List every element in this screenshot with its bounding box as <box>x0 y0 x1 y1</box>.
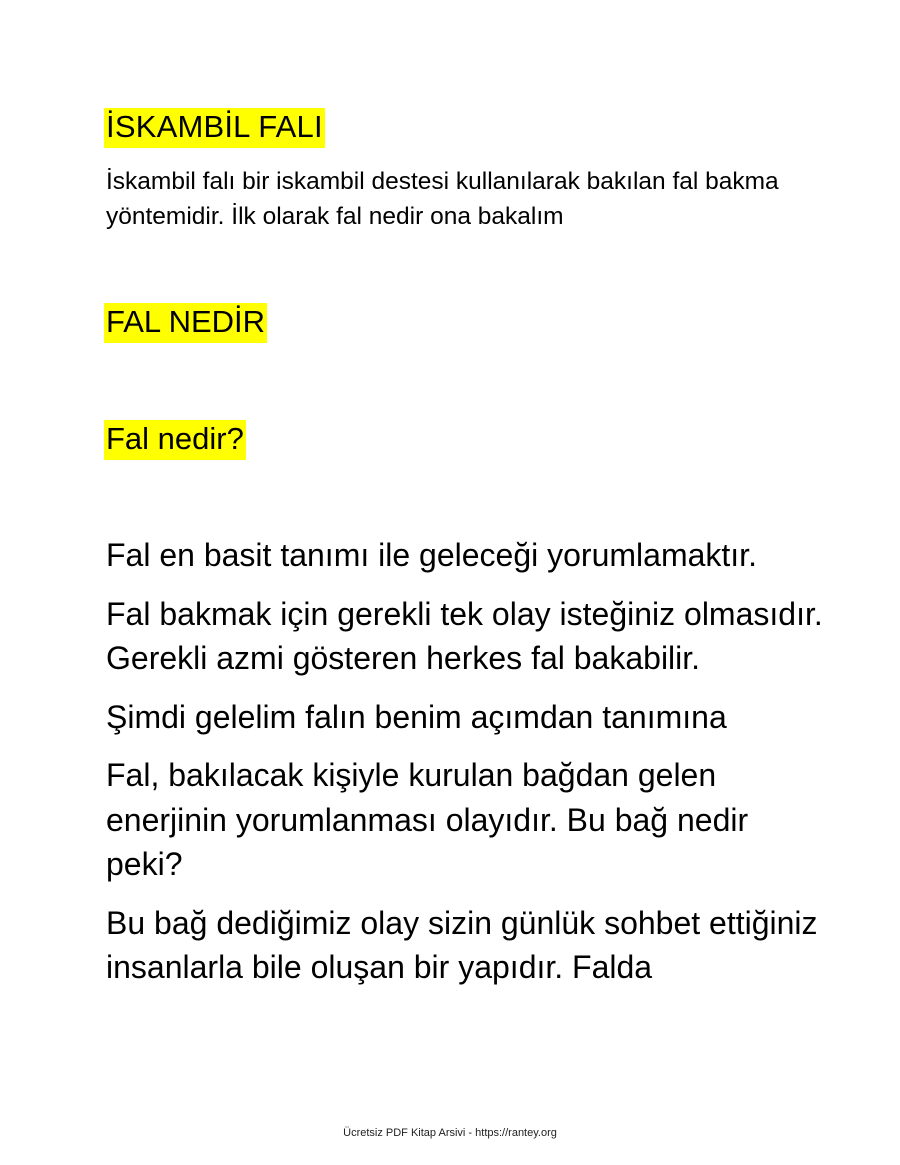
body-paragraph: Fal bakmak için gerekli tek olay isteğiniz olmasıdır. Gerekli azmi gösteren herkes fal bakabilir. <box>106 595 823 676</box>
page-footer: Ücretsiz PDF Kitap Arsivi - https://rantey.org <box>343 1127 557 1139</box>
main-heading <box>104 108 325 148</box>
body-paragraph: Fal en basit tanımı ile geleceği yorumlamaktır. <box>106 537 757 573</box>
question-heading-highlight: Fal nedir? <box>104 420 246 460</box>
body-paragraph: Fal, bakılacak kişiyle kurulan bağdan gelen enerjinin yorumlanması olayıdır. Bu bağ nedir peki? <box>106 757 749 882</box>
main-heading-highlight: İSKAMBİL FALI <box>104 108 325 148</box>
body-paragraph: Bu bağ dediğimiz olay sizin günlük sohbet ettiğiniz insanlarla bile oluşan bir yapıdır. Falda <box>106 904 818 985</box>
body-text <box>106 533 826 1004</box>
section-heading <box>104 303 267 343</box>
question-heading <box>104 420 246 460</box>
body-paragraph: Şimdi gelelim falın benim açımdan tanımına <box>106 698 727 735</box>
section-heading-highlight: FAL NEDİR <box>104 303 267 343</box>
intro-paragraph: İskambil falı bir iskambil destesi kullanılarak bakılan fal bakma yöntemidir. İlk olarak fal nedir ona bakalım <box>106 168 779 230</box>
